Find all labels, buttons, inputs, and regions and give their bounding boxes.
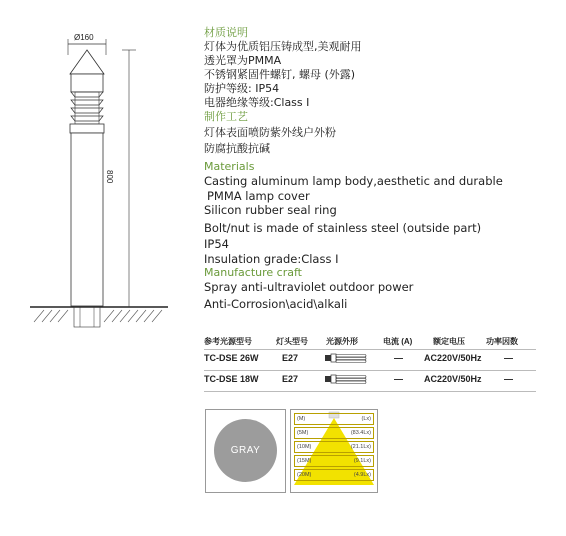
light-row <box>294 441 374 453</box>
light-row <box>294 469 374 481</box>
cn-material-line: 防护等级: IP54 <box>204 82 280 95</box>
spec-table <box>204 334 536 390</box>
th-pf: 功率因数 <box>486 337 518 346</box>
light-distance: (10M) <box>297 444 312 450</box>
light-distribution-diagram <box>290 409 378 493</box>
cn-material-line: 灯体为优质铝压铸成型,美观耐用 <box>204 40 362 53</box>
en-material-line: Silicon rubber seal ring <box>204 203 337 217</box>
th-shape: 光源外形 <box>326 337 358 346</box>
en-material-line: Casting aluminum lamp body,aesthetic and durable <box>204 174 503 188</box>
color-swatch-label: GRAY <box>230 445 261 456</box>
table-row <box>204 348 536 369</box>
height-label: 800 <box>105 170 114 184</box>
th-current: 电流 (A) <box>383 337 413 346</box>
table-divider <box>204 391 536 392</box>
diameter-label: Ø160 <box>74 33 94 42</box>
table-row <box>204 369 536 390</box>
en-material-line: IP54 <box>204 237 229 251</box>
color-swatch-box <box>205 409 286 493</box>
th-model: 参考光源型号 <box>204 337 252 346</box>
table-header <box>204 334 536 348</box>
light-distance: (5M) <box>297 430 309 436</box>
light-lux: (4.9Lx) <box>353 472 371 478</box>
en-material-line: Insulation grade:Class I <box>204 251 339 266</box>
spec-text <box>204 26 554 311</box>
cell-pf: — <box>504 374 513 384</box>
cn-material-title: 材质说明 <box>204 26 248 39</box>
cn-material-line: 电器绝缘等级:Class Ⅰ <box>204 96 310 109</box>
light-row <box>294 455 374 467</box>
cell-voltage: AC220V/50Hz <box>424 374 482 384</box>
light-distance: (20M) <box>297 472 312 478</box>
en-craft-line: Anti-Corrosion\acid\alkali <box>204 296 348 311</box>
cell-base: E27 <box>282 374 299 384</box>
th-voltage: 额定电压 <box>433 337 465 346</box>
color-swatch <box>214 419 277 482</box>
bollard-drawing <box>0 0 200 536</box>
cell-current: — <box>394 374 403 384</box>
cell-model: TC-DSE 26W <box>204 353 259 363</box>
cn-craft-line: 灯体表面喷防紫外线户外粉 <box>204 126 336 139</box>
light-lux: (9.1Lx) <box>353 458 371 464</box>
en-craft-title: Manufacture craft <box>204 266 302 279</box>
light-row <box>294 413 374 425</box>
lamp-shape-icon <box>324 351 370 365</box>
light-distance: (M) <box>297 416 306 422</box>
en-material-line: Bolt/nut is made of stainless steel (outside part) <box>204 220 482 235</box>
light-lux: (83.4Lx) <box>350 430 371 436</box>
light-lux: (Lx) <box>361 416 371 422</box>
light-row <box>294 427 374 439</box>
cell-voltage: AC220V/50Hz <box>424 353 482 363</box>
lamp-shape-icon <box>324 372 370 386</box>
th-base: 灯头型号 <box>276 337 308 346</box>
cn-material-line: 不锈钢紧固件螺钉, 螺母 (外露) <box>204 68 356 81</box>
en-material-line: PMMA lamp cover <box>207 188 310 203</box>
light-distance: (15M) <box>297 458 312 464</box>
en-craft-line: Spray anti-ultraviolet outdoor power <box>204 280 414 294</box>
cell-pf: — <box>504 353 513 363</box>
light-lux: (21.1Lx) <box>350 444 371 450</box>
cell-base: E27 <box>282 353 299 363</box>
en-material-title: Materials <box>204 160 255 173</box>
cn-craft-line: 防腐抗酸抗碱 <box>204 142 270 155</box>
cn-material-line: 透光罩为PMMA <box>204 54 282 67</box>
cell-current: — <box>394 353 403 363</box>
cell-model: TC-DSE 18W <box>204 374 259 384</box>
cn-craft-title: 制作工艺 <box>204 110 248 123</box>
